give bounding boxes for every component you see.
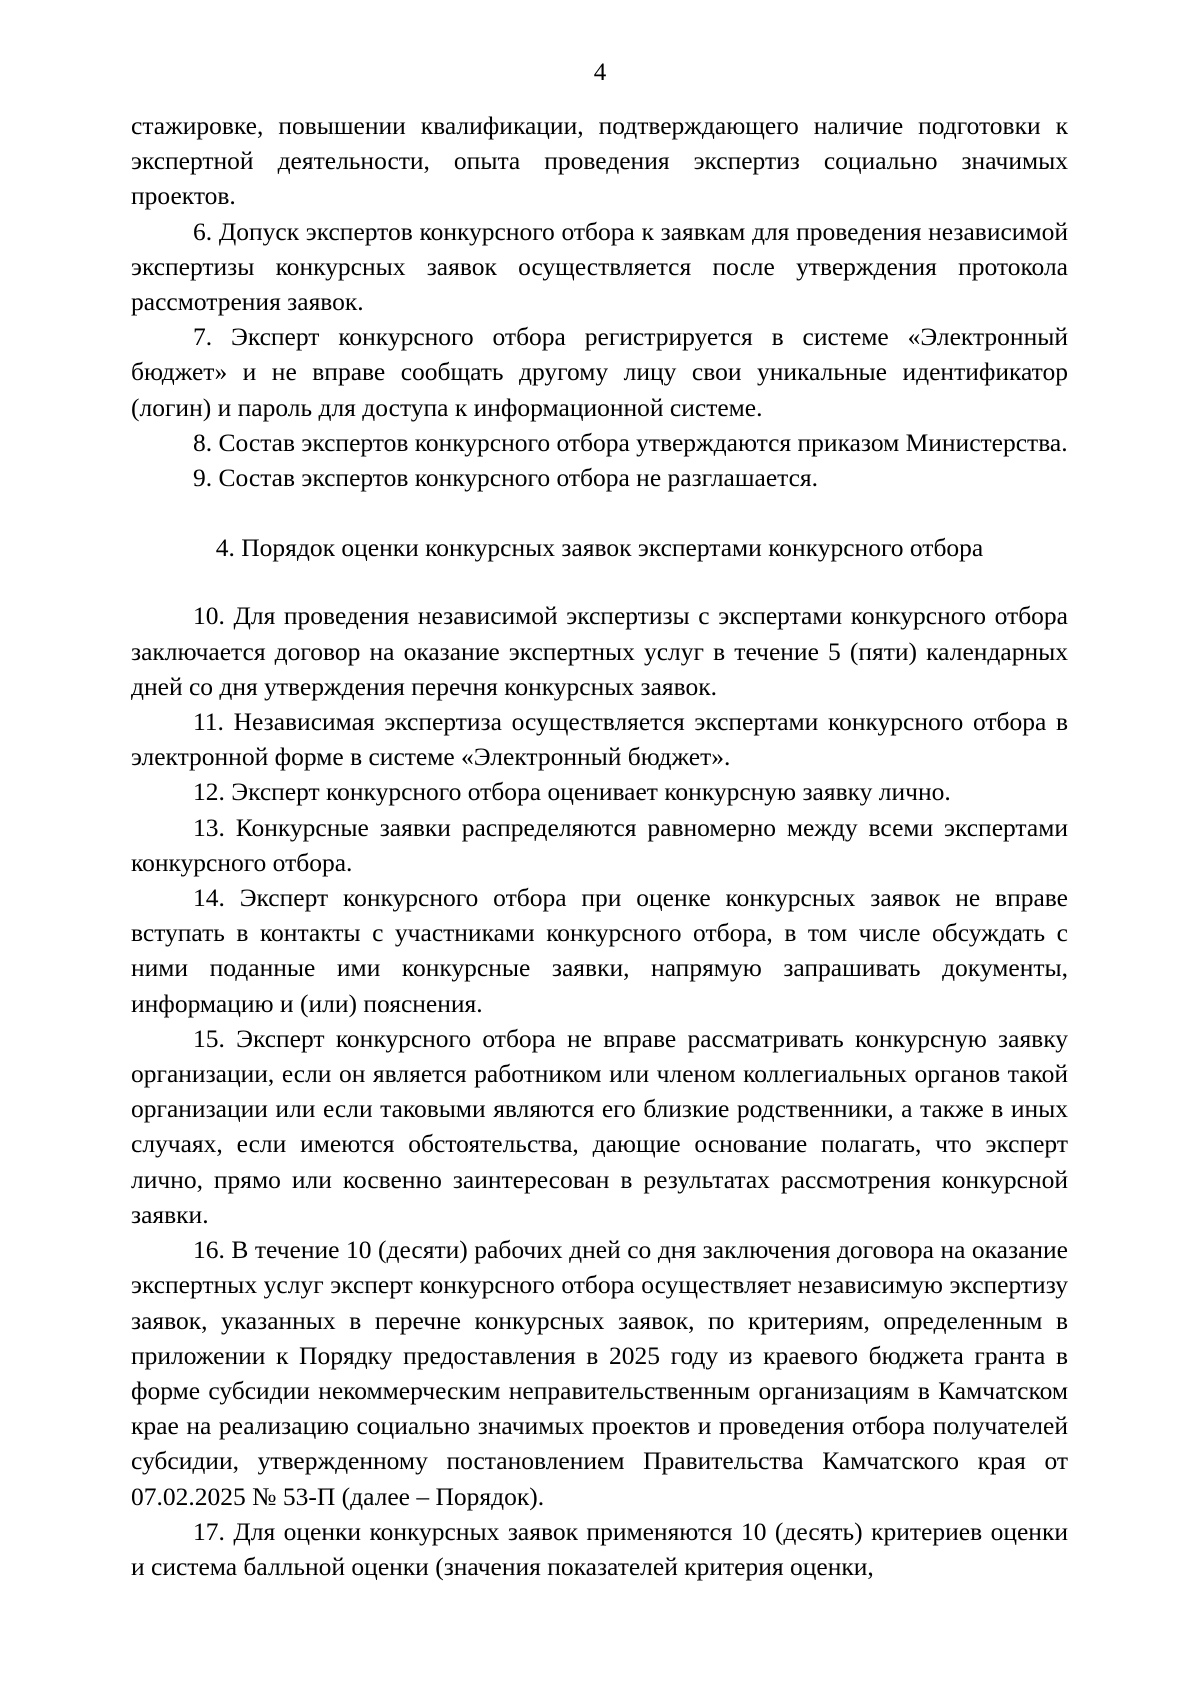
paragraph-item-8: 8. Состав экспертов конкурсного отбора утверждаются приказом Министерства.: [193, 427, 1068, 457]
paragraph-item-17: 17. Для оценки конкурсных заявок применяются 10 (десять) критериев оценки и система балльной оценки (значения показателей критерия оценки,: [131, 1516, 1068, 1581]
spacer-after-heading: [131, 565, 1068, 598]
paragraph-item-10: 10. Для проведения независимой экспертизы с экспертами конкурсного отбора заключается договор на оказание экспертных услуг в течение 5 (пяти) календарных дней со дня утверждения перечня конкурсных заявок.: [131, 601, 1068, 701]
spacer-before-heading: [131, 495, 1068, 530]
paragraph-item-13: 13. Конкурсные заявки распределяются равномерно между всеми экспертами конкурсного отбора.: [131, 812, 1068, 877]
section-heading-4: 4. Порядок оценки конкурсных заявок экспертами конкурсного отбора: [215, 533, 984, 563]
paragraph-item-6: 6. Допуск экспертов конкурсного отбора к заявкам для проведения независимой экспертизы конкурсных заявок осуществляется после утверждения протокола рассмотрения заявок.: [131, 216, 1068, 317]
paragraph-item-15: 15. Эксперт конкурсного отбора не вправе рассматривать конкурсную заявку организации, если он является работником или членом коллегиальных органов такой организации или если таковыми являются его близкие родственники, а также в иных случаях, если имеются обстоятельства, дающие основание полагать, что эксперт лично, прямо или косвенно заинтересован в результатах рассмотрения конкурсной заявки.: [131, 1023, 1068, 1229]
paragraph-item-11: 11. Независимая экспертиза осуществляется экспертами конкурсного отбора в электронной форме в системе «Электронный бюджет».: [131, 707, 1068, 772]
paragraph-item-7: 7. Эксперт конкурсного отбора регистрируется в системе «Электронный бюджет» и не вправе сообщать другому лицу свои уникальные идентификатор (логин) и пароль для доступа к информационной системе.: [131, 322, 1068, 422]
paragraph-item-9: 9. Состав экспертов конкурсного отбора не разглашается.: [193, 463, 819, 493]
paragraph-item-12: 12. Эксперт конкурсного отбора оценивает конкурсную заявку лично.: [193, 777, 951, 807]
paragraph-item-14: 14. Эксперт конкурсного отбора при оценке конкурсных заявок не вправе вступать в контакты с участниками конкурсного отбора, в том числе обсуждать с ними поданные ими конкурсные заявки, напрямую запрашивать документы, информацию и (или) пояснения.: [131, 883, 1068, 1018]
paragraph-continued: стажировке, повышении квалификации, подтверждающего наличие подготовки к экспертной деятельности, опыта проведения экспертиз социально значимых проектов.: [131, 111, 1068, 211]
document-body: [131, 108, 1068, 1584]
paragraph-item-16: 16. В течение 10 (десяти) рабочих дней со дня заключения договора на оказание экспертных услуг эксперт конкурсного отбора осуществляет независимую экспертизу заявок, указанных в перечне конкурсных заявок, по критериям, определенным в приложении к Порядку предоставления в 2025 году из краевого бюджета гранта в форме субсидии некоммерческим неправительственным организациям в Камчатском крае на реализацию социально значимых проектов и проведения отбора получателей субсидии, утвержденному постановлением Правительства Камчатского края от 07.02.2025 № 53-П (далее – Порядок).: [131, 1235, 1068, 1511]
page-number: 4: [593, 59, 607, 86]
